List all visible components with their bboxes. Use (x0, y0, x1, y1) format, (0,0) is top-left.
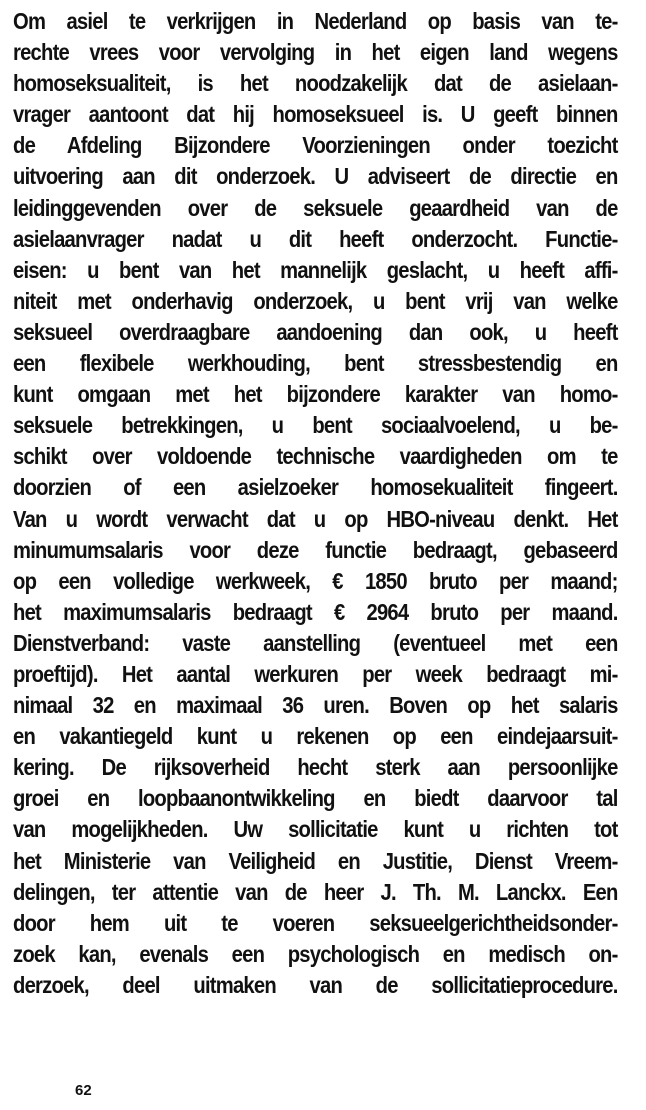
text-line: seksueel overdraagbare aandoening dan ook, u heeft (13, 318, 618, 345)
text-line: delingen, ter attentie van de heer J. Th. M. Lanckx. Een (13, 878, 618, 905)
text-line: homoseksualiteit, is het noodzakelijk dat de asielaan- (13, 70, 618, 97)
text-line: kunt omgaan met het bijzondere karakter van homo- (13, 381, 618, 408)
text-line: rechte vrees voor vervolging in het eigen land wegens (13, 39, 618, 66)
text-line: asielaanvrager nadat u dit heeft onderzocht. Functie- (13, 225, 618, 252)
text-line: niteit met onderhavig onderzoek, u bent vrij van welke (13, 287, 618, 314)
text-line: uitvoering aan dit onderzoek. U adviseert de directie en (13, 163, 618, 190)
text-line: door hem uit te voeren seksueelgerichtheidsonder- (13, 909, 618, 936)
page-number: 62 (75, 1082, 92, 1099)
text-line: doorzien of een asielzoeker homosekualiteit fingeert. (13, 474, 618, 501)
text-line: nimaal 32 en maximaal 36 uren. Boven op het salaris (13, 692, 618, 719)
text-line: kering. De rijksoverheid hecht sterk aan persoonlijke (13, 754, 618, 781)
text-line: het Ministerie van Veiligheid en Justitie, Dienst Vreem- (13, 847, 618, 874)
text-line: derzoek, deel uitmaken van de sollicitatieprocedure. (13, 971, 618, 998)
text-line: leidinggevenden over de seksuele geaardheid van de (13, 194, 618, 221)
text-line: van mogelijkheden. Uw sollicitatie kunt u richten tot (13, 816, 618, 843)
text-line: Van u wordt verwacht dat u op HBO-niveau denkt. Het (13, 505, 618, 532)
body-paragraph (13, 6, 618, 1001)
text-line: groei en loopbaanontwikkeling en biedt daarvoor tal (13, 785, 618, 812)
text-line: Om asiel te verkrijgen in Nederland op basis van te- (13, 8, 618, 34)
text-line: eisen: u bent van het mannelijk geslacht, u heeft affi- (13, 256, 618, 283)
text-line: en vakantiegeld kunt u rekenen op een eindejaarsuit- (13, 723, 618, 750)
text-line: op een volledige werkweek, € 1850 bruto per maand; (13, 567, 618, 594)
text-line: de Afdeling Bijzondere Voorzieningen onder toezicht (13, 132, 618, 159)
text-line: seksuele betrekkingen, u bent sociaalvoelend, u be- (13, 412, 618, 439)
text-line: vrager aantoont dat hij homoseksueel is. U geeft binnen (13, 101, 618, 128)
text-line: een flexibele werkhouding, bent stressbestendig en (13, 350, 618, 377)
text-line: het maximumsalaris bedraagt € 2964 bruto per maand. (13, 598, 618, 625)
text-line: minumumsalaris voor deze functie bedraagt, gebaseerd (13, 536, 618, 563)
text-line: proeftijd). Het aantal werkuren per week bedraagt mi- (13, 660, 618, 687)
text-line: schikt over voldoende technische vaardigheden om te (13, 443, 618, 470)
text-line: Dienstverband: vaste aanstelling (eventueel met een (13, 629, 618, 656)
text-line: zoek kan, evenals een psychologisch en medisch on- (13, 940, 618, 967)
